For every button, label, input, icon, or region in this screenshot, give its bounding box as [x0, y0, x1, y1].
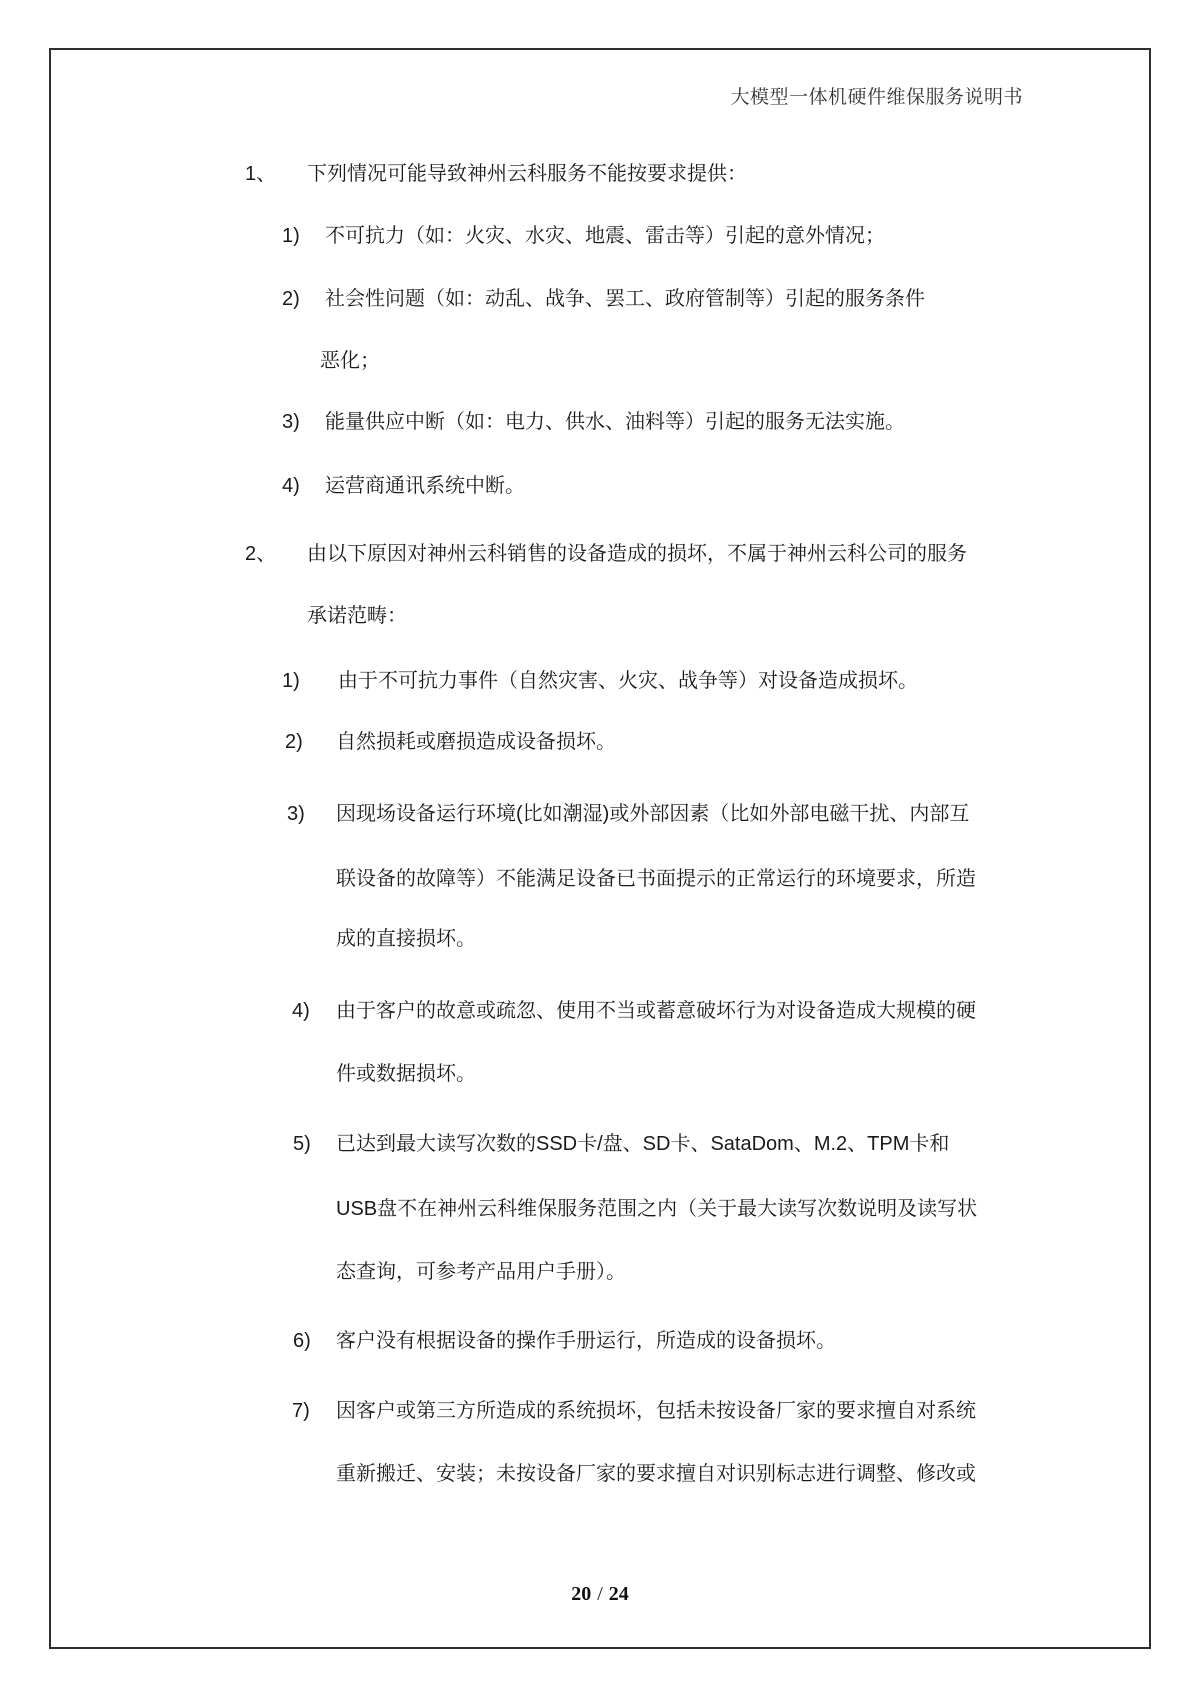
line-text: 由于不可抗力事件（自然灾害、火灾、战争等）对设备造成损坏。 — [338, 670, 918, 692]
line-text: 因客户或第三方所造成的系统损坏，包括未按设备厂家的要求擅自对系统 — [336, 1400, 976, 1422]
list-marker: 6) — [293, 1330, 311, 1352]
line-text: 承诺范畴： — [307, 605, 407, 627]
doc-line — [0, 1061, 1200, 1088]
doc-line — [0, 1398, 1200, 1425]
line-text: 已达到最大读写次数的SSD卡/盘、SD卡、SataDom、M.2、TPM卡和 — [336, 1133, 950, 1155]
list-marker: 3) — [287, 803, 305, 825]
line-text: 不可抗力（如：火灾、水灾、地震、雷击等）引起的意外情况； — [325, 225, 885, 247]
doc-line — [0, 998, 1200, 1025]
doc-line — [0, 348, 1200, 375]
list-marker: 1) — [282, 670, 300, 692]
doc-line — [0, 1328, 1200, 1355]
line-text: 因现场设备运行环境(比如潮湿)或外部因素（比如外部电磁干扰、内部互 — [336, 803, 970, 825]
doc-line — [0, 926, 1200, 953]
doc-line — [0, 1259, 1200, 1286]
list-marker: 2、 — [245, 543, 277, 565]
list-marker: 5) — [293, 1133, 311, 1155]
line-text: 由以下原因对神州云科销售的设备造成的损坏，不属于神州云科公司的服务 — [307, 543, 967, 565]
line-text: USB盘不在神州云科维保服务范围之内（关于最大读写次数说明及读写状 — [336, 1198, 978, 1220]
doc-line — [0, 729, 1200, 756]
list-marker: 3) — [282, 411, 300, 433]
line-text: 下列情况可能导致神州云科服务不能按要求提供： — [307, 163, 747, 185]
line-text: 能量供应中断（如：电力、供水、油料等）引起的服务无法实施。 — [325, 411, 905, 433]
list-marker: 4) — [282, 475, 300, 497]
line-text: 运营商通讯系统中断。 — [325, 475, 525, 497]
line-text: 由于客户的故意或疏忽、使用不当或蓄意破坏行为对设备造成大规模的硬 — [336, 1000, 976, 1022]
doc-line — [0, 801, 1200, 828]
list-marker: 2) — [282, 288, 300, 310]
list-marker: 7) — [292, 1400, 310, 1422]
doc-line — [0, 603, 1200, 630]
list-marker: 1) — [282, 225, 300, 247]
line-text: 联设备的故障等）不能满足设备已书面提示的正常运行的环境要求，所造 — [336, 868, 976, 890]
list-marker: 4) — [292, 1000, 310, 1022]
doc-line — [0, 1131, 1200, 1158]
line-text: 成的直接损坏。 — [336, 928, 476, 950]
doc-line — [0, 223, 1200, 250]
doc-line — [0, 161, 1200, 188]
page-number-total: 24 — [608, 1583, 629, 1605]
doc-line — [0, 668, 1200, 695]
line-text: 社会性问题（如：动乱、战争、罢工、政府管制等）引起的服务条件 — [325, 288, 925, 310]
line-text: 客户没有根据设备的操作手册运行，所造成的设备损坏。 — [336, 1330, 836, 1352]
list-marker: 2) — [285, 731, 303, 753]
doc-line — [0, 1461, 1200, 1488]
page-number — [0, 1583, 1200, 1606]
doc-line — [0, 1196, 1200, 1223]
line-text: 态查询，可参考产品用户手册）。 — [336, 1261, 626, 1283]
line-text: 自然损耗或磨损造成设备损坏。 — [336, 731, 616, 753]
doc-line — [0, 409, 1200, 436]
doc-line — [0, 473, 1200, 500]
list-marker: 1、 — [245, 163, 277, 185]
line-text: 恶化； — [320, 350, 380, 372]
doc-line — [0, 286, 1200, 313]
header-title: 大模型一体机硬件维保服务说明书 — [730, 87, 1023, 108]
doc-line — [0, 866, 1200, 893]
line-text: 件或数据损坏。 — [336, 1063, 476, 1085]
line-text: 重新搬迁、安装；未按设备厂家的要求擅自对识别标志进行调整、修改或 — [336, 1463, 976, 1485]
page-number-separator: / — [597, 1583, 603, 1605]
page-number-current: 20 — [571, 1583, 592, 1605]
doc-line — [0, 541, 1200, 568]
